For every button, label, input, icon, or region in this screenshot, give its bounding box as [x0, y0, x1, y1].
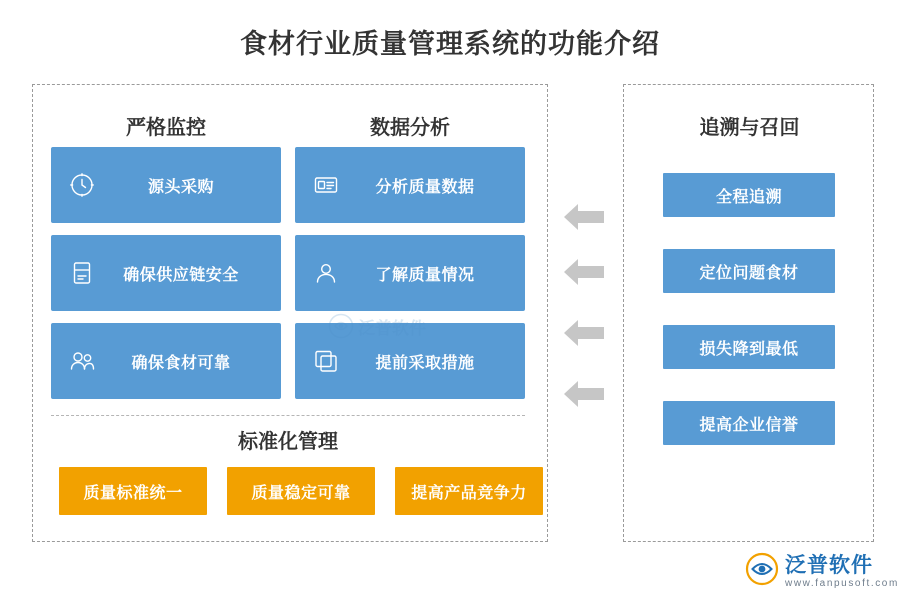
arrow-left-1: [564, 200, 604, 234]
card-locate-problem-ingredients[interactable]: 定位问题食材: [663, 249, 835, 293]
arrow-left-4: [564, 377, 604, 411]
card-improve-competitiveness[interactable]: 提高产品竞争力: [395, 467, 543, 515]
card-full-traceability[interactable]: 全程追溯: [663, 173, 835, 217]
panel-divider: [51, 415, 525, 416]
card-take-measures-in-advance[interactable]: [295, 323, 525, 399]
card-label: 确保供应链安全: [123, 266, 239, 284]
card-label: 分析质量数据: [375, 178, 475, 196]
card-unified-quality-standard[interactable]: 质量标准统一: [59, 467, 207, 515]
card-label: 提前采取措施: [375, 354, 475, 372]
panel-heading-traceability: 追溯与召回: [699, 117, 800, 139]
card-supply-chain-safety[interactable]: [51, 235, 281, 311]
card-label: 确保食材可靠: [131, 354, 231, 372]
card-source-procurement[interactable]: [51, 147, 281, 223]
brand-name-en: www.fanpusoft.com: [785, 577, 899, 589]
column-heading-data-analysis: 数据分析: [370, 117, 450, 139]
card-minimize-loss[interactable]: 损失降到最低: [663, 325, 835, 369]
watermark-text: 泛普软件: [358, 318, 426, 338]
brand-name-cn: 泛普软件: [785, 553, 873, 577]
card-improve-reputation[interactable]: 提高企业信誉: [663, 401, 835, 445]
card-analyze-quality-data[interactable]: [295, 147, 525, 223]
card-ingredient-reliability[interactable]: [51, 323, 281, 399]
card-label: 源头采购: [147, 178, 214, 196]
arrow-left-2: [564, 255, 604, 289]
copy-icon: [303, 346, 349, 376]
standardization-heading: 标准化管理: [238, 431, 338, 453]
page-title: 食材行业质量管理系统的功能介绍: [240, 29, 660, 59]
users-icon: [59, 346, 105, 376]
card-label: 了解质量情况: [375, 266, 475, 284]
arrow-left-3: [564, 316, 604, 350]
card-understand-quality-status[interactable]: [295, 235, 525, 311]
clock-icon: [59, 170, 105, 200]
brand-mark-icon: [745, 552, 779, 591]
column-heading-strict-monitoring: 严格监控: [126, 117, 206, 139]
traceability-recall-panel: [623, 84, 874, 542]
list-card-icon: [303, 170, 349, 200]
user-icon: [303, 258, 349, 288]
document-icon: [59, 258, 105, 288]
monitoring-analysis-panel: [32, 84, 548, 542]
card-stable-reliable-quality[interactable]: 质量稳定可靠: [227, 467, 375, 515]
brand-logo: [745, 552, 899, 591]
